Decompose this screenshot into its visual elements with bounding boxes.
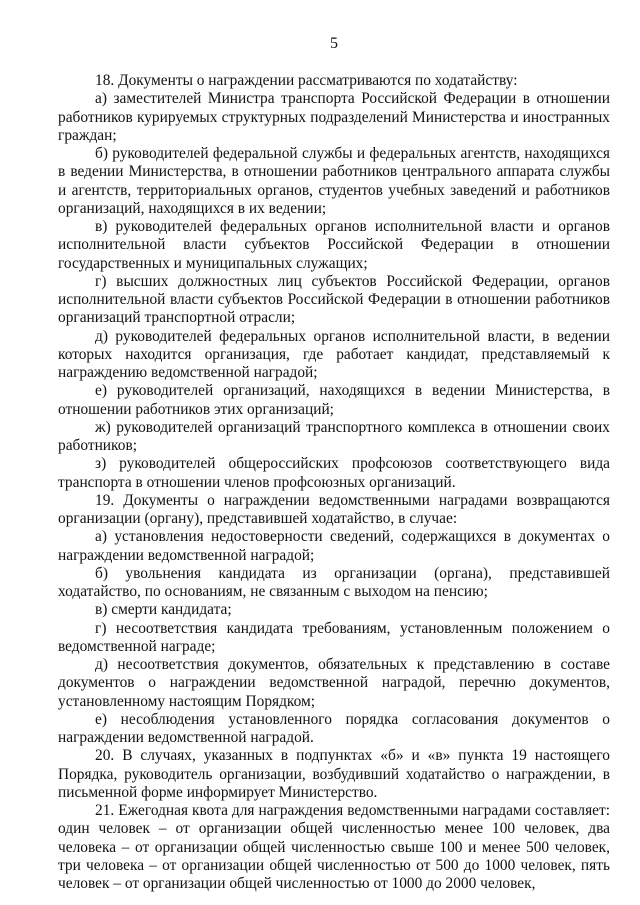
paragraph-19-v: в) смерти кандидата;: [95, 601, 232, 619]
paragraph-18-b: б) руководителей федеральной службы и федеральных агентств, находящихся в ведении Министерства, в отношении работников центрального аппарата службы и агентств, территориальных органов, студентов учебных заведений и работников организаций, находящихся в их ведении;: [58, 145, 610, 217]
paragraph-21: 21. Ежегодная квота для награждения ведомственными наградами составляет: один человек – от организации общей численностью менее 100 человек, два человека – от организации общей численностью свыше 100 и менее 500 человек, три человека – от организации общей численностью от 500 до 1000 человек, пять человек – от организации общей численностью от 1000 до 2000 человек,: [58, 802, 610, 892]
paragraph-19-d: д) несоответствия документов, обязательных к представлению в составе документов о награждении ведомственной наградой, перечню документов, установленному настоящим Порядком;: [58, 656, 610, 710]
paragraph-18-e: е) руководителей организаций, находящихся в ведении Министерства, в отношении работников этих организаций;: [58, 382, 610, 418]
paragraph-20: 20. В случаях, указанных в подпунктах «б» и «в» пункта 19 настоящего Порядка, руководитель организации, возбудивший ходатайство о награждении, в письменной форме информирует Министерство.: [58, 747, 610, 801]
paragraph-18-z: з) руководителей общероссийских профсоюзов соответствующего вида транспорта в отношении членов профсоюзных организаций.: [58, 455, 610, 491]
paragraph-18-a: а) заместителей Министра транспорта Российской Федерации в отношении работников курируемых структурных подразделений Министерства и иностранных граждан;: [58, 90, 610, 144]
paragraph-19-g: г) несоответствия кандидата требованиям, установленным положением о ведомственной награде;: [58, 619, 610, 655]
paragraph-19: 19. Документы о награждении ведомственными наградами возвращаются организации (органу), представившей ходатайство, в случае:: [58, 491, 610, 527]
paragraph-19-e: е) несоблюдения установленного порядка согласования документов о награждении ведомственной наградой.: [58, 710, 610, 746]
paragraph-18-zh: ж) руководителей организаций транспортного комплекса в отношении своих работников;: [58, 418, 610, 454]
paragraph-18-g: г) высших должностных лиц субъектов Российской Федерации, органов исполнительной власти субъектов Российской Федерации в отношении работников организаций транспортной отрасли;: [58, 272, 610, 327]
document-page: [58, 34, 610, 893]
paragraph-19-a: а) установления недостоверности сведений, содержащихся в документах о награждении ведомственной наградой;: [58, 528, 610, 564]
paragraph-18-v: в) руководителей федеральных органов исполнительной власти и органов исполнительной власти субъектов Российской Федерации в отношении государственных и муниципальных служащих;: [58, 218, 610, 272]
paragraph-19-b: б) увольнения кандидата из организации (органа), представившей ходатайство, по основаниям, не связанным с выходом на пенсию;: [58, 564, 610, 600]
paragraph-18-d: д) руководителей федеральных органов исполнительной власти, в ведении которых находится организация, где работает кандидат, представляемый к награждению ведомственной наградой;: [58, 327, 610, 381]
page-number: 5: [330, 35, 338, 52]
paragraph-18: 18. Документы о награждении рассматриваются по ходатайству:: [95, 72, 518, 89]
